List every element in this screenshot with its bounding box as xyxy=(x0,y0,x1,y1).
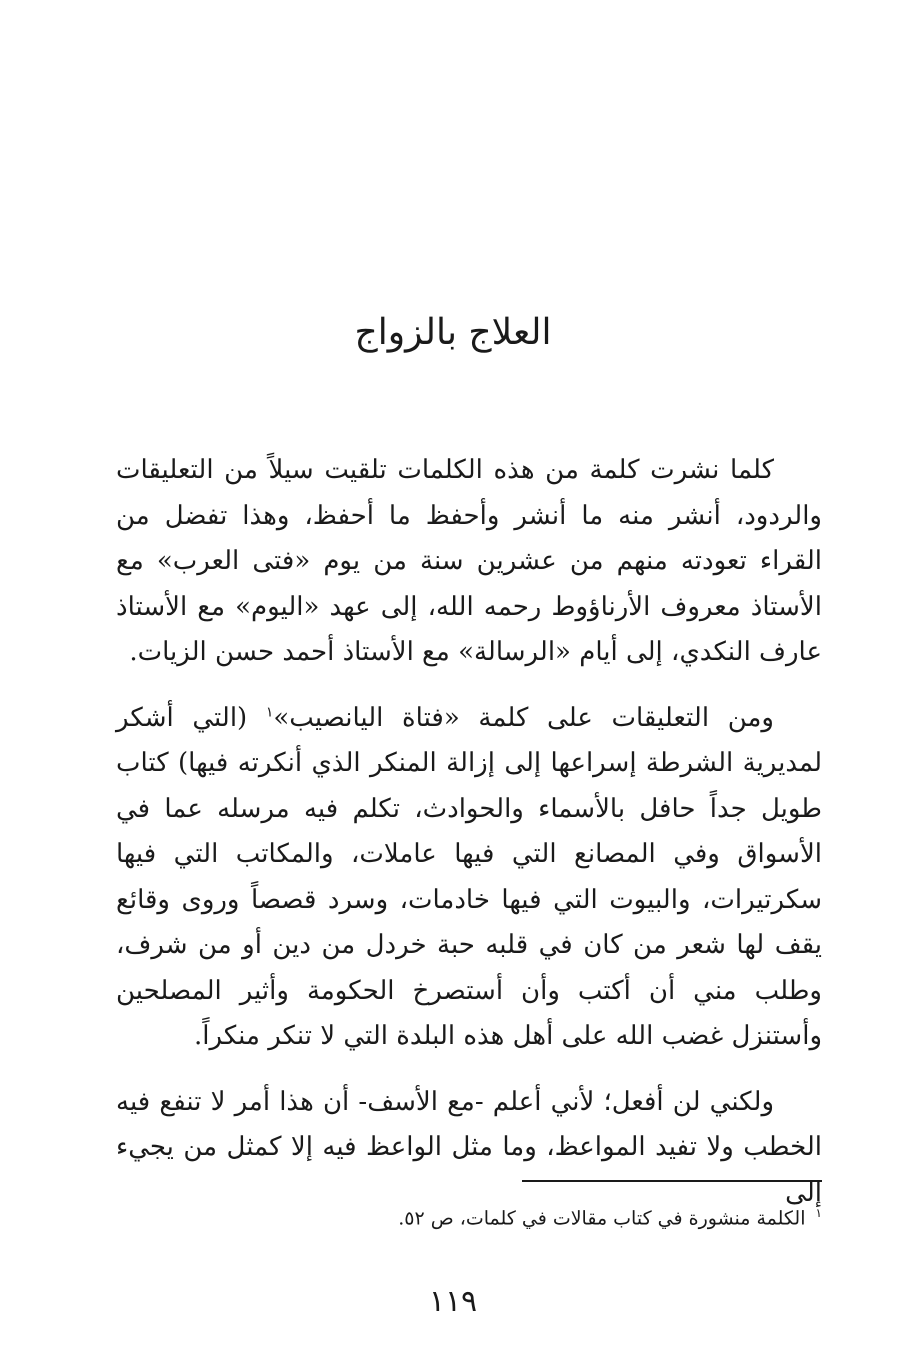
footnote-text: الكلمة منشورة في كتاب مقالات في كلمات، ص ٥٢. xyxy=(398,1207,806,1230)
footnote-reference-mark: ١ xyxy=(265,703,274,720)
body-text xyxy=(116,448,822,1236)
chapter-title: العلاج بالزواج xyxy=(354,312,552,353)
paragraph-3: ولكني لن أفعل؛ لأني أعلم -مع الأسف- أن هذا أمر لا تنفع فيه الخطب ولا تفيد المواعظ، وما مثل الواعظ فيه إلا كمثل من يجيء إلى xyxy=(116,1086,822,1208)
footnote xyxy=(300,1198,822,1233)
footnote-number: ١ xyxy=(815,1206,822,1220)
footnote-divider xyxy=(522,1180,822,1182)
paragraph-2-opening: ومن التعليقات على كلمة «فتاة اليانصيب» xyxy=(273,702,774,733)
paragraph-1: كلما نشرت كلمة من هذه الكلمات تلقيت سيلاً من التعليقات والردود، أنشر منه ما أنشر وأحفظ ما أحفظ، وهذا تفضل من القراء تعودته منهم من عشرين سنة من يوم «فتى العرب» مع الأستاذ معروف الأرناؤوط رحمه الله، إلى عهد «اليوم» مع الأستاذ عارف النكدي، إلى أيام «الرسالة» مع الأستاذ أحمد حسن الزيات. xyxy=(116,455,822,667)
paragraph-2-rest: (التي أشكر لمديرية الشرطة إسراعها إلى إزالة المنكر الذي أنكرته فيها) كتاب طويل جداً حافل بالأسماء والحوادث، تكلم فيه مرسله عما في الأسواق وفي المصانع التي فيها عاملات، والمكاتب التي فيها سكرتيرات، والبيوت التي فيها خادمات، وسرد قصصاً وروى وقائع يقف لها شعر من كان في قلبه حبة خردل من دين أو من شرف، وطلب مني أن أكتب وأن أستصرخ الحكومة وأثير المصلحين وأستنزل غضب الله على أهل هذه البلدة التي لا تنكر منكراً. xyxy=(116,702,822,1051)
page-number: ١١٩ xyxy=(428,1284,478,1319)
paragraph-2 xyxy=(116,696,822,1060)
